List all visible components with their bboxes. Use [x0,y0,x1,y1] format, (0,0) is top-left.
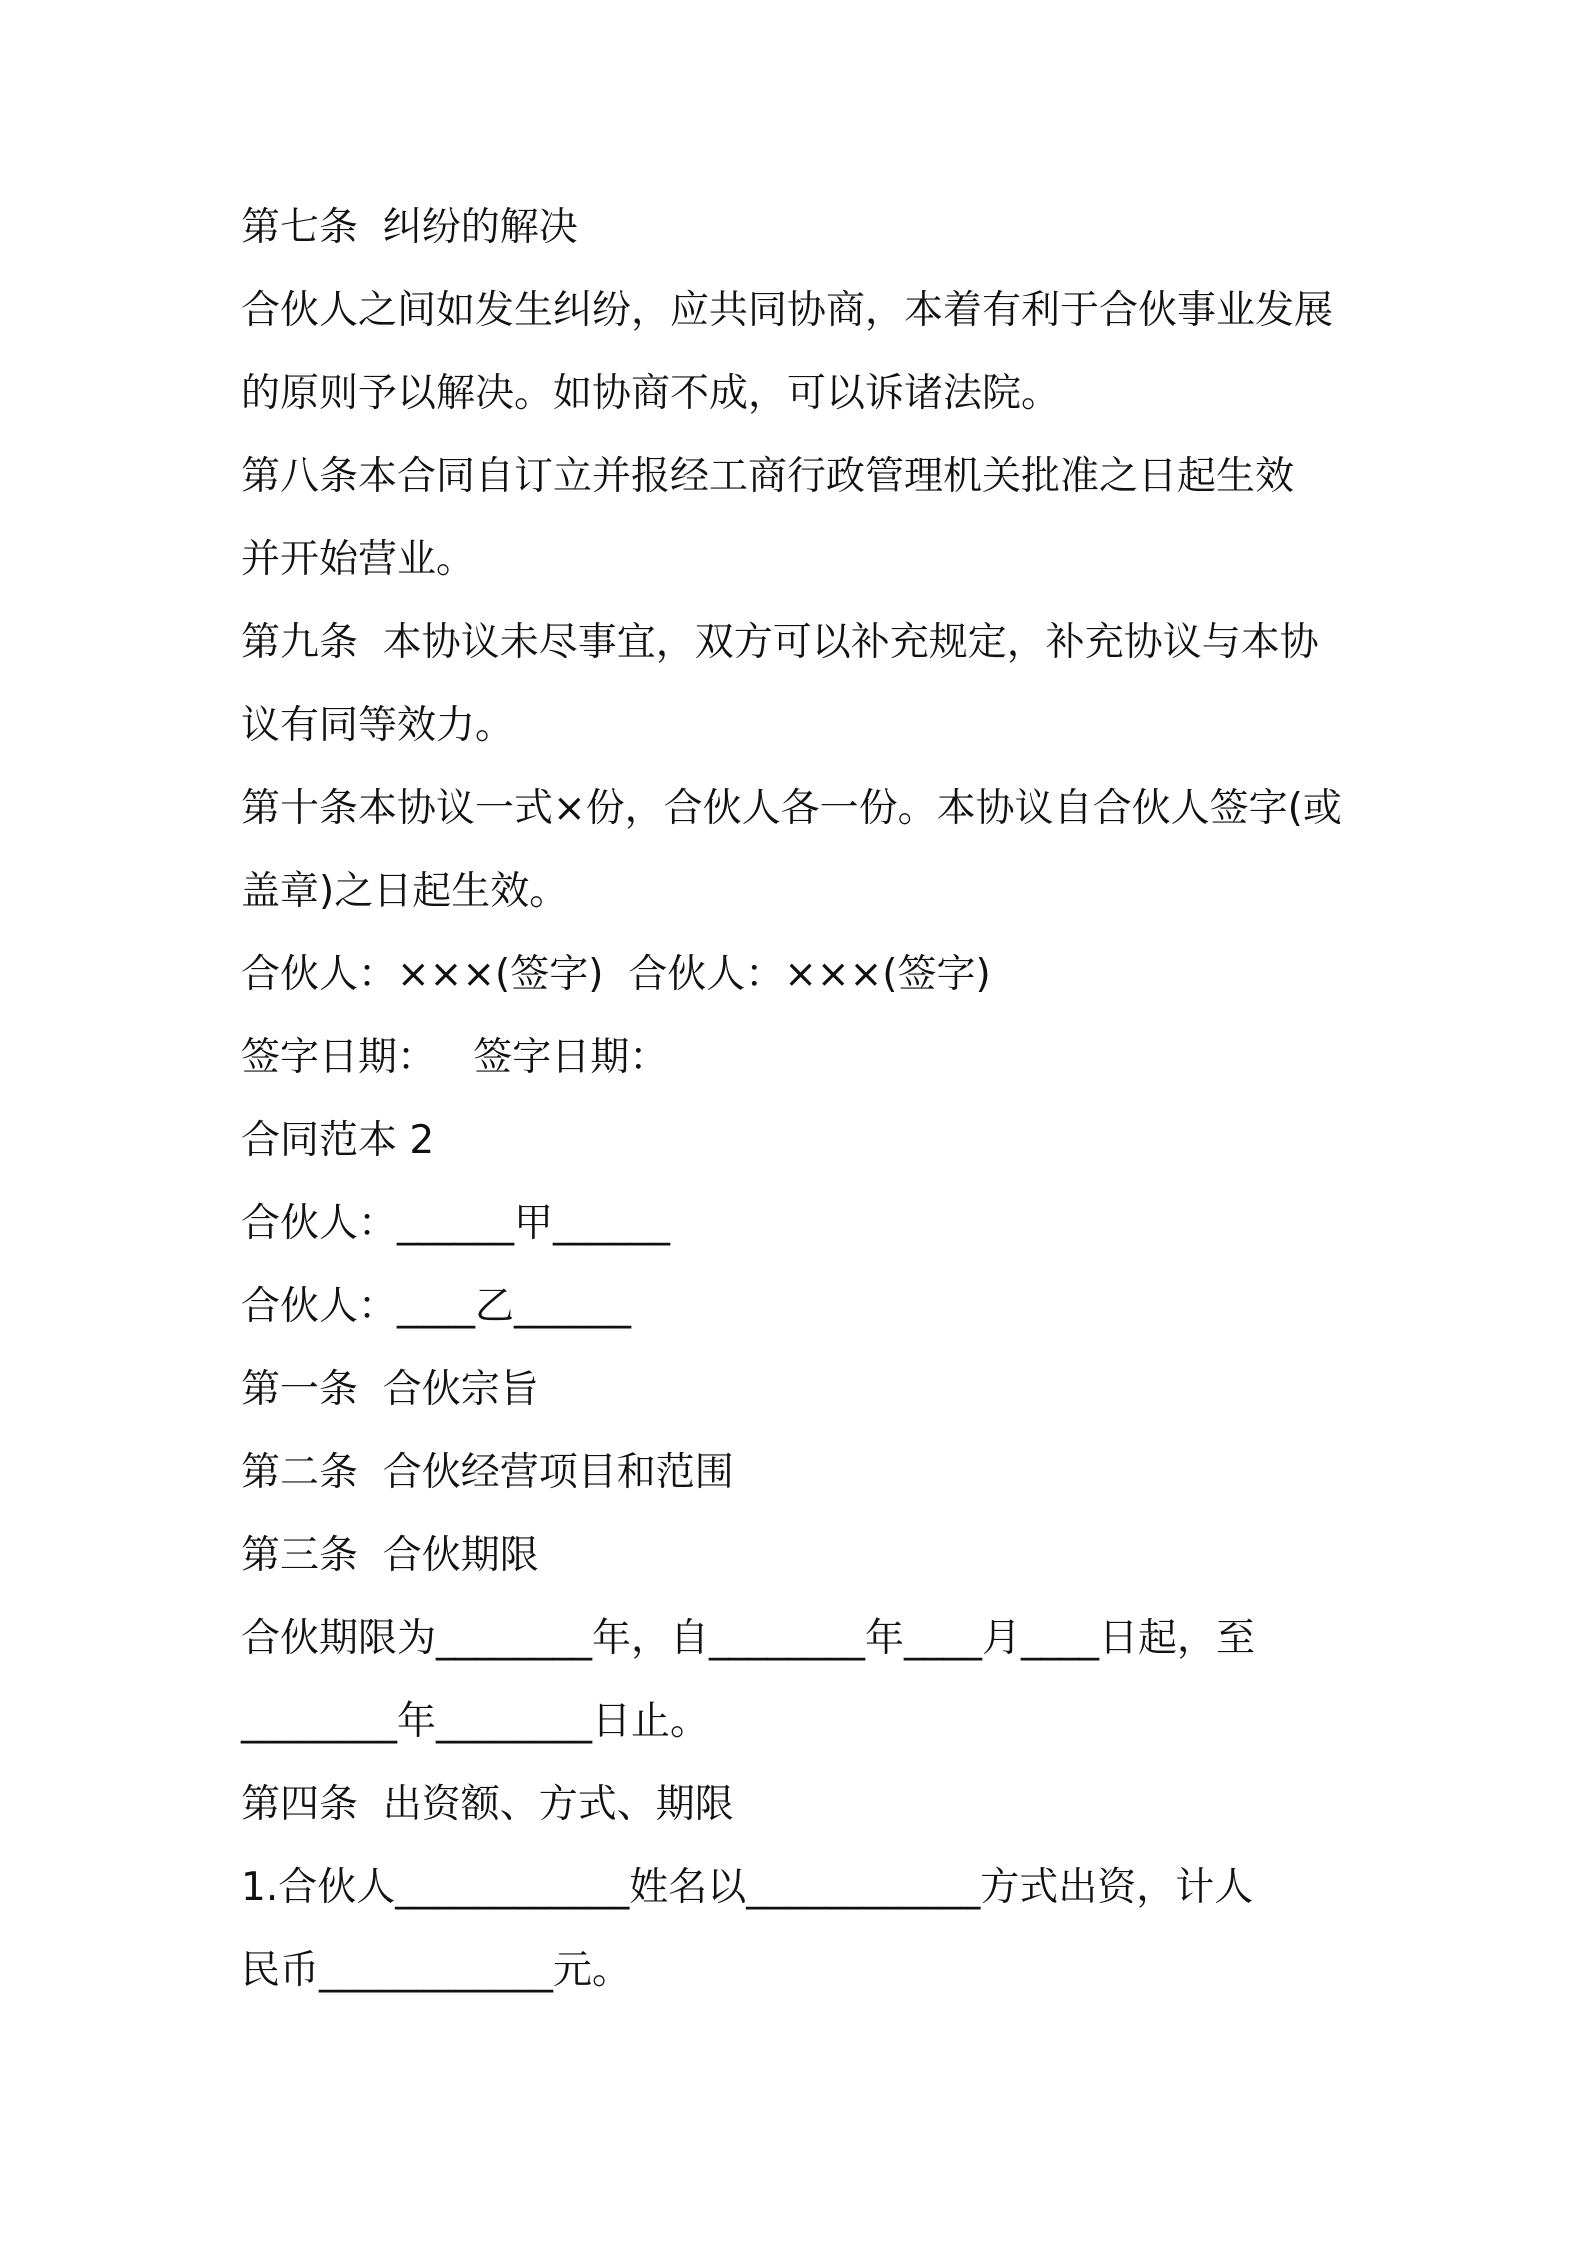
article-9-line-2: 议有同等效力。 [241,703,515,748]
article-2-heading: 第二条 合伙经营项目和范围 [241,1450,734,1495]
article-1-heading: 第一条 合伙宗旨 [241,1367,539,1412]
article-7-text-line-1: 合伙人之间如发生纠纷，应共同协商，本着有利于合伙事业发展 [241,288,1334,333]
partnership-term-line-1: 合伙期限为________年，自________年____月____日起，至 [241,1616,1256,1661]
partnership-term-line-2: ________年________日止。 [241,1699,710,1744]
capital-contribution-line-2: 民币____________元。 [241,1948,632,1993]
article-8-line-2: 并开始营业。 [241,537,476,582]
partner-signatures: 合伙人：×××(签字) 合伙人：×××(签字) [241,952,991,997]
article-3-heading: 第三条 合伙期限 [241,1533,539,1578]
article-10-line-1: 第十条本协议一式×份，合伙人各一份。本协议自合伙人签字(或 [241,786,1342,831]
partner-b-line: 合伙人：____乙______ [241,1284,632,1329]
article-9-line-1: 第九条 本协议未尽事宜，双方可以补充规定，补充协议与本协 [241,620,1319,665]
article-7-text-line-2: 的原则予以解决。如协商不成，可以诉诸法院。 [241,371,1061,416]
article-4-heading: 第四条 出资额、方式、期限 [241,1782,734,1827]
article-10-line-2: 盖章)之日起生效。 [241,869,569,914]
capital-contribution-line-1: 1.合伙人____________姓名以____________方式出资，计人 [241,1865,1254,1910]
partner-a-line: 合伙人：______甲______ [241,1201,671,1246]
article-7-heading: 第七条 纠纷的解决 [241,205,578,250]
template-2-title: 合同范本 2 [241,1118,435,1163]
signature-dates: 签字日期： 签字日期： [241,1035,669,1080]
article-8-line-1: 第八条本合同自订立并报经工商行政管理机关批准之日起生效 [241,454,1295,499]
